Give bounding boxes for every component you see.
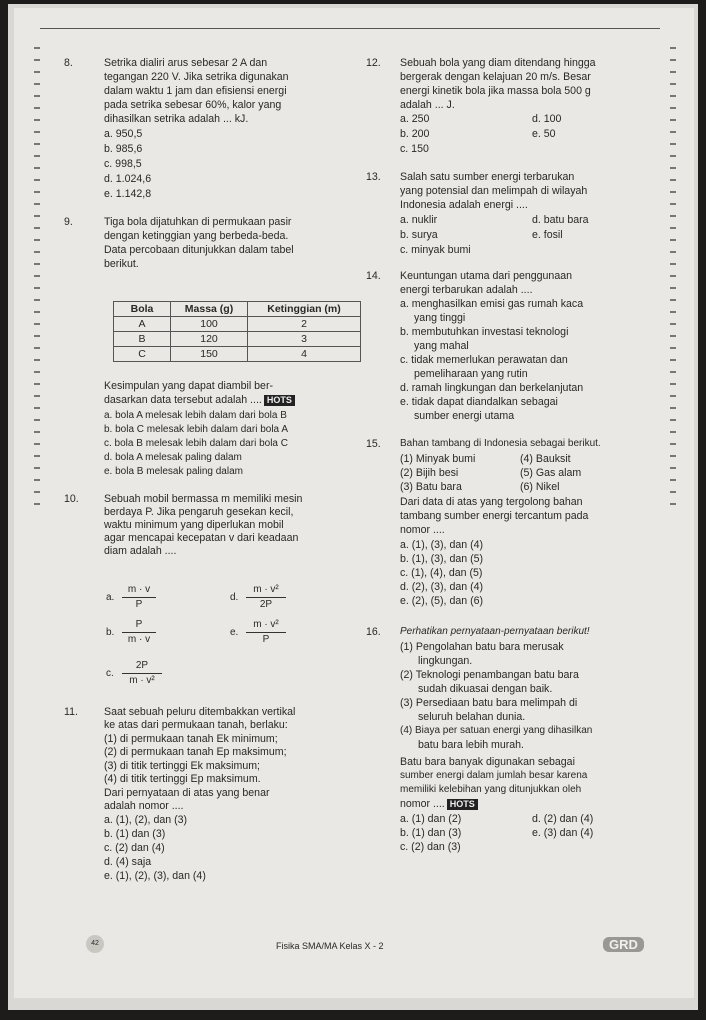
q8-line: dihasilkan setrika adalah ... kJ. <box>104 113 249 125</box>
q8-option[interactable]: b. 985,6 <box>104 143 143 155</box>
hots-badge: HOTS <box>264 395 295 406</box>
q8-line: pada setrika sebesar 60%, kalor yang <box>104 99 282 111</box>
q16-item: (2) Teknologi penambangan batu bara <box>400 669 579 681</box>
q14-option-cont: sumber energi utama <box>414 410 515 422</box>
q16-number: 16. <box>366 626 381 638</box>
table-header: Ketinggian (m) <box>248 302 361 317</box>
q13-line: yang potensial dan melimpah di wilayah <box>400 185 588 197</box>
q13-option[interactable]: b. surya <box>400 229 438 241</box>
table-cell: A <box>114 317 171 332</box>
q10-option-a-fraction[interactable] <box>122 584 156 611</box>
table-row <box>114 332 361 347</box>
q13-number: 13. <box>366 171 381 183</box>
q11-line: adalah nomor .... <box>104 800 184 812</box>
q13-line: Salah satu sumber energi terbarukan <box>400 171 575 183</box>
q8-line: dalam waktu 1 jam dan efisiensi energi <box>104 85 287 97</box>
q15-line: Bahan tambang di Indonesia sebagai berikut. <box>400 438 601 449</box>
q10-line: diam adalah .... <box>104 545 177 557</box>
q13-line: Indonesia adalah energi .... <box>400 199 528 211</box>
fraction-numerator: m · v <box>127 584 151 595</box>
q9-line: berikut. <box>104 258 139 270</box>
q15-option[interactable]: b. (1), (3), dan (5) <box>400 553 484 565</box>
q8-line: tegangan 220 V. Jika setrika digunakan <box>104 71 289 83</box>
q14-option[interactable]: d. ramah lingkungan dan berkelanjutan <box>400 382 584 394</box>
q11-line: ke atas dari permukaan tanah, berlaku: <box>104 719 288 731</box>
fraction-denominator: P <box>262 634 270 645</box>
q14-option[interactable]: a. menghasilkan emisi gas rumah kaca <box>400 298 584 310</box>
q9-option[interactable]: a. bola A melesak lebih dalam dari bola B <box>104 410 287 421</box>
q8-option[interactable]: e. 1.142,8 <box>104 188 152 200</box>
table-cell: B <box>114 332 171 347</box>
q11-line: (1) di permukaan tanah Ek minimum; <box>104 733 278 745</box>
table-cell: 100 <box>171 317 248 332</box>
q15-line: tambang sumber energi tercantum pada <box>400 510 589 522</box>
q10-option-label[interactable]: a. <box>106 592 115 603</box>
table-cell: 120 <box>171 332 248 347</box>
q12-line: adalah ... J. <box>400 99 455 111</box>
q11-line: Saat sebuah peluru ditembakkan vertikal <box>104 706 296 718</box>
table-header: Bola <box>114 302 171 317</box>
q10-line: berdaya P. Jika pengaruh gesekan kecil, <box>104 506 294 518</box>
table-row <box>114 317 361 332</box>
q9-line: Tiga bola dijatuhkan di permukaan pasir <box>104 216 292 228</box>
q15-item: (5) Gas alam <box>520 467 582 479</box>
q12-option[interactable]: b. 200 <box>400 128 430 140</box>
q10-line: agar mencapai kecepatan v dari keadaan <box>104 532 299 544</box>
table-row <box>114 347 361 362</box>
q14-line: energi terbarukan adalah .... <box>400 284 533 296</box>
q16-option[interactable]: a. (1) dan (2) <box>400 813 462 825</box>
q16-item-cont: lingkungan. <box>418 655 473 667</box>
q13-option[interactable]: e. fosil <box>532 229 563 241</box>
q8-number: 8. <box>64 57 73 69</box>
fraction-denominator: P <box>135 599 143 610</box>
q14-number: 14. <box>366 270 381 282</box>
q12-line: energi kinetik bola jika massa bola 500 g <box>400 85 591 97</box>
q12-line: bergerak dengan kelajuan 20 m/s. Besar <box>400 71 591 83</box>
page-number: 42 <box>86 935 104 953</box>
q11-line: (4) di titik tertinggi Ep maksimum. <box>104 773 261 785</box>
q15-line: Dari data di atas yang tergolong bahan <box>400 496 583 508</box>
q8-option[interactable]: a. 950,5 <box>104 128 143 140</box>
q10-option-label[interactable]: b. <box>106 627 115 638</box>
q16-item: (1) Pengolahan batu bara merusak <box>400 641 564 653</box>
q10-option-label[interactable]: c. <box>106 668 114 679</box>
q10-option-label[interactable]: d. <box>230 592 239 603</box>
q15-item: (3) Batu bara <box>400 481 462 493</box>
q16-line: sumber energi dalam jumlah besar karena <box>400 770 588 781</box>
q16-line: Perhatikan pernyataan-pernyataan berikut! <box>400 626 590 637</box>
q15-item: (2) Bijih besi <box>400 467 459 479</box>
q12-option[interactable]: c. 150 <box>400 143 429 155</box>
q15-item: (1) Minyak bumi <box>400 453 476 465</box>
table-cell: 150 <box>171 347 248 362</box>
q13-option[interactable]: a. nuklir <box>400 214 438 226</box>
table-cell: 4 <box>248 347 361 362</box>
decorative-top-border <box>40 28 660 39</box>
q14-option-cont: pemeliharaan yang rutin <box>414 368 528 380</box>
q15-number: 15. <box>366 438 381 450</box>
q9-option[interactable]: c. bola B melesak lebih dalam dari bola C <box>104 438 288 449</box>
q11-line: (3) di titik tertinggi Ek maksimum; <box>104 760 260 772</box>
q11-option[interactable]: a. (1), (2), dan (3) <box>104 814 188 826</box>
fraction-numerator: m · v² <box>253 584 279 595</box>
q14-option-cont: yang tinggi <box>414 312 466 324</box>
q16-option[interactable]: e. (3) dan (4) <box>532 827 594 839</box>
publisher-logo: GRD <box>603 937 644 952</box>
q9-line: Kesimpulan yang dapat diambil ber- <box>104 380 274 392</box>
q9-line: dasarkan data tersebut adalah .... HOTS <box>104 394 295 406</box>
q14-option[interactable]: e. tidak dapat diandalkan sebagai <box>400 396 558 408</box>
mass-height-table <box>113 301 361 362</box>
q11-line: (2) di permukaan tanah Ep maksimum; <box>104 746 287 758</box>
table-cell: 3 <box>248 332 361 347</box>
fraction-denominator: m · v² <box>129 675 155 686</box>
table-header: Massa (g) <box>171 302 248 317</box>
q9-number: 9. <box>64 216 73 228</box>
q8-option[interactable]: d. 1.024,6 <box>104 173 152 185</box>
q9-line: dengan ketinggian yang berbeda-beda. <box>104 230 289 242</box>
q16-item-cont: sudah dikuasai dengan baik. <box>418 683 553 695</box>
q16-item: (4) Biaya per satuan energi yang dihasilkan <box>400 725 593 736</box>
q10-option-c-fraction[interactable] <box>122 660 162 687</box>
q12-line: Sebuah bola yang diam ditendang hingga <box>400 57 596 69</box>
q16-option[interactable]: b. (1) dan (3) <box>400 827 462 839</box>
q15-option[interactable]: c. (1), (4), dan (5) <box>400 567 483 579</box>
q16-line: memiliki kelebihan yang ditunjukkan oleh <box>400 784 582 795</box>
q13-option[interactable]: c. minyak bumi <box>400 244 471 256</box>
q14-option[interactable]: b. membutuhkan investasi teknologi <box>400 326 569 338</box>
q15-option[interactable]: a. (1), (3), dan (4) <box>400 539 484 551</box>
q10-option-e-fraction[interactable] <box>246 619 286 646</box>
q9-option[interactable]: d. bola A melesak paling dalam <box>104 452 242 463</box>
q11-option[interactable]: d. (4) saja <box>104 856 152 868</box>
hots-badge: HOTS <box>447 799 478 810</box>
q10-line: waktu minimum yang diperlukan mobil <box>104 519 284 531</box>
q11-number: 11. <box>64 706 78 718</box>
q11-line: Dari pernyataan di atas yang benar <box>104 787 270 799</box>
q16-item-cont: seluruh belahan dunia. <box>418 711 526 723</box>
q15-option[interactable]: d. (2), (3), dan (4) <box>400 581 484 593</box>
fraction-numerator: 2P <box>135 660 149 671</box>
q15-item: (4) Bauksit <box>520 453 571 465</box>
decorative-left-border <box>34 40 40 510</box>
q11-option[interactable]: c. (2) dan (4) <box>104 842 165 854</box>
q12-option[interactable]: d. 100 <box>532 113 562 125</box>
q16-line: Batu bara banyak digunakan sebagai <box>400 756 575 768</box>
q14-line: Keuntungan utama dari penggunaan <box>400 270 572 282</box>
fraction-denominator: 2P <box>259 599 273 610</box>
q8-option[interactable]: c. 998,5 <box>104 158 142 170</box>
q10-option-b-fraction[interactable] <box>122 619 156 646</box>
q14-option[interactable]: c. tidak memerlukan perawatan dan <box>400 354 568 366</box>
q10-line: Sebuah mobil bermassa m memiliki mesin <box>104 493 303 505</box>
q11-option[interactable]: e. (1), (2), (3), dan (4) <box>104 870 206 882</box>
q9-option[interactable]: b. bola C melesak lebih dalam dari bola A <box>104 424 288 435</box>
q10-number: 10. <box>64 493 79 505</box>
q15-line: nomor .... <box>400 524 445 536</box>
fraction-denominator: m · v <box>127 634 151 645</box>
q14-option-cont: yang mahal <box>414 340 469 352</box>
q16-item: (3) Persediaan batu bara melimpah di <box>400 697 578 709</box>
q15-item: (6) Nikel <box>520 481 560 493</box>
q16-option[interactable]: c. (2) dan (3) <box>400 841 461 853</box>
q11-option[interactable]: b. (1) dan (3) <box>104 828 166 840</box>
q15-option[interactable]: e. (2), (5), dan (6) <box>400 595 484 607</box>
q13-option[interactable]: d. batu bara <box>532 214 589 226</box>
q16-line: nomor .... HOTS <box>400 798 478 810</box>
q9-line: Data percobaan ditunjukkan dalam tabel <box>104 244 294 256</box>
q12-option[interactable]: e. 50 <box>532 128 556 140</box>
q12-number: 12. <box>366 57 381 69</box>
table-cell: C <box>114 347 171 362</box>
fraction-numerator: m · v² <box>253 619 279 630</box>
q16-option[interactable]: d. (2) dan (4) <box>532 813 594 825</box>
q8-line: Setrika dialiri arus sebesar 2 A dan <box>104 57 268 69</box>
footer-title: Fisika SMA/MA Kelas X - 2 <box>276 941 384 951</box>
decorative-right-border <box>670 40 676 510</box>
q9-option[interactable]: e. bola B melesak paling dalam <box>104 466 243 477</box>
q10-option-d-fraction[interactable] <box>246 584 286 611</box>
q12-option[interactable]: a. 250 <box>400 113 430 125</box>
q16-item-cont: batu bara lebih murah. <box>418 739 525 751</box>
fraction-numerator: P <box>135 619 143 630</box>
q10-option-label[interactable]: e. <box>230 627 239 638</box>
table-cell: 2 <box>248 317 361 332</box>
